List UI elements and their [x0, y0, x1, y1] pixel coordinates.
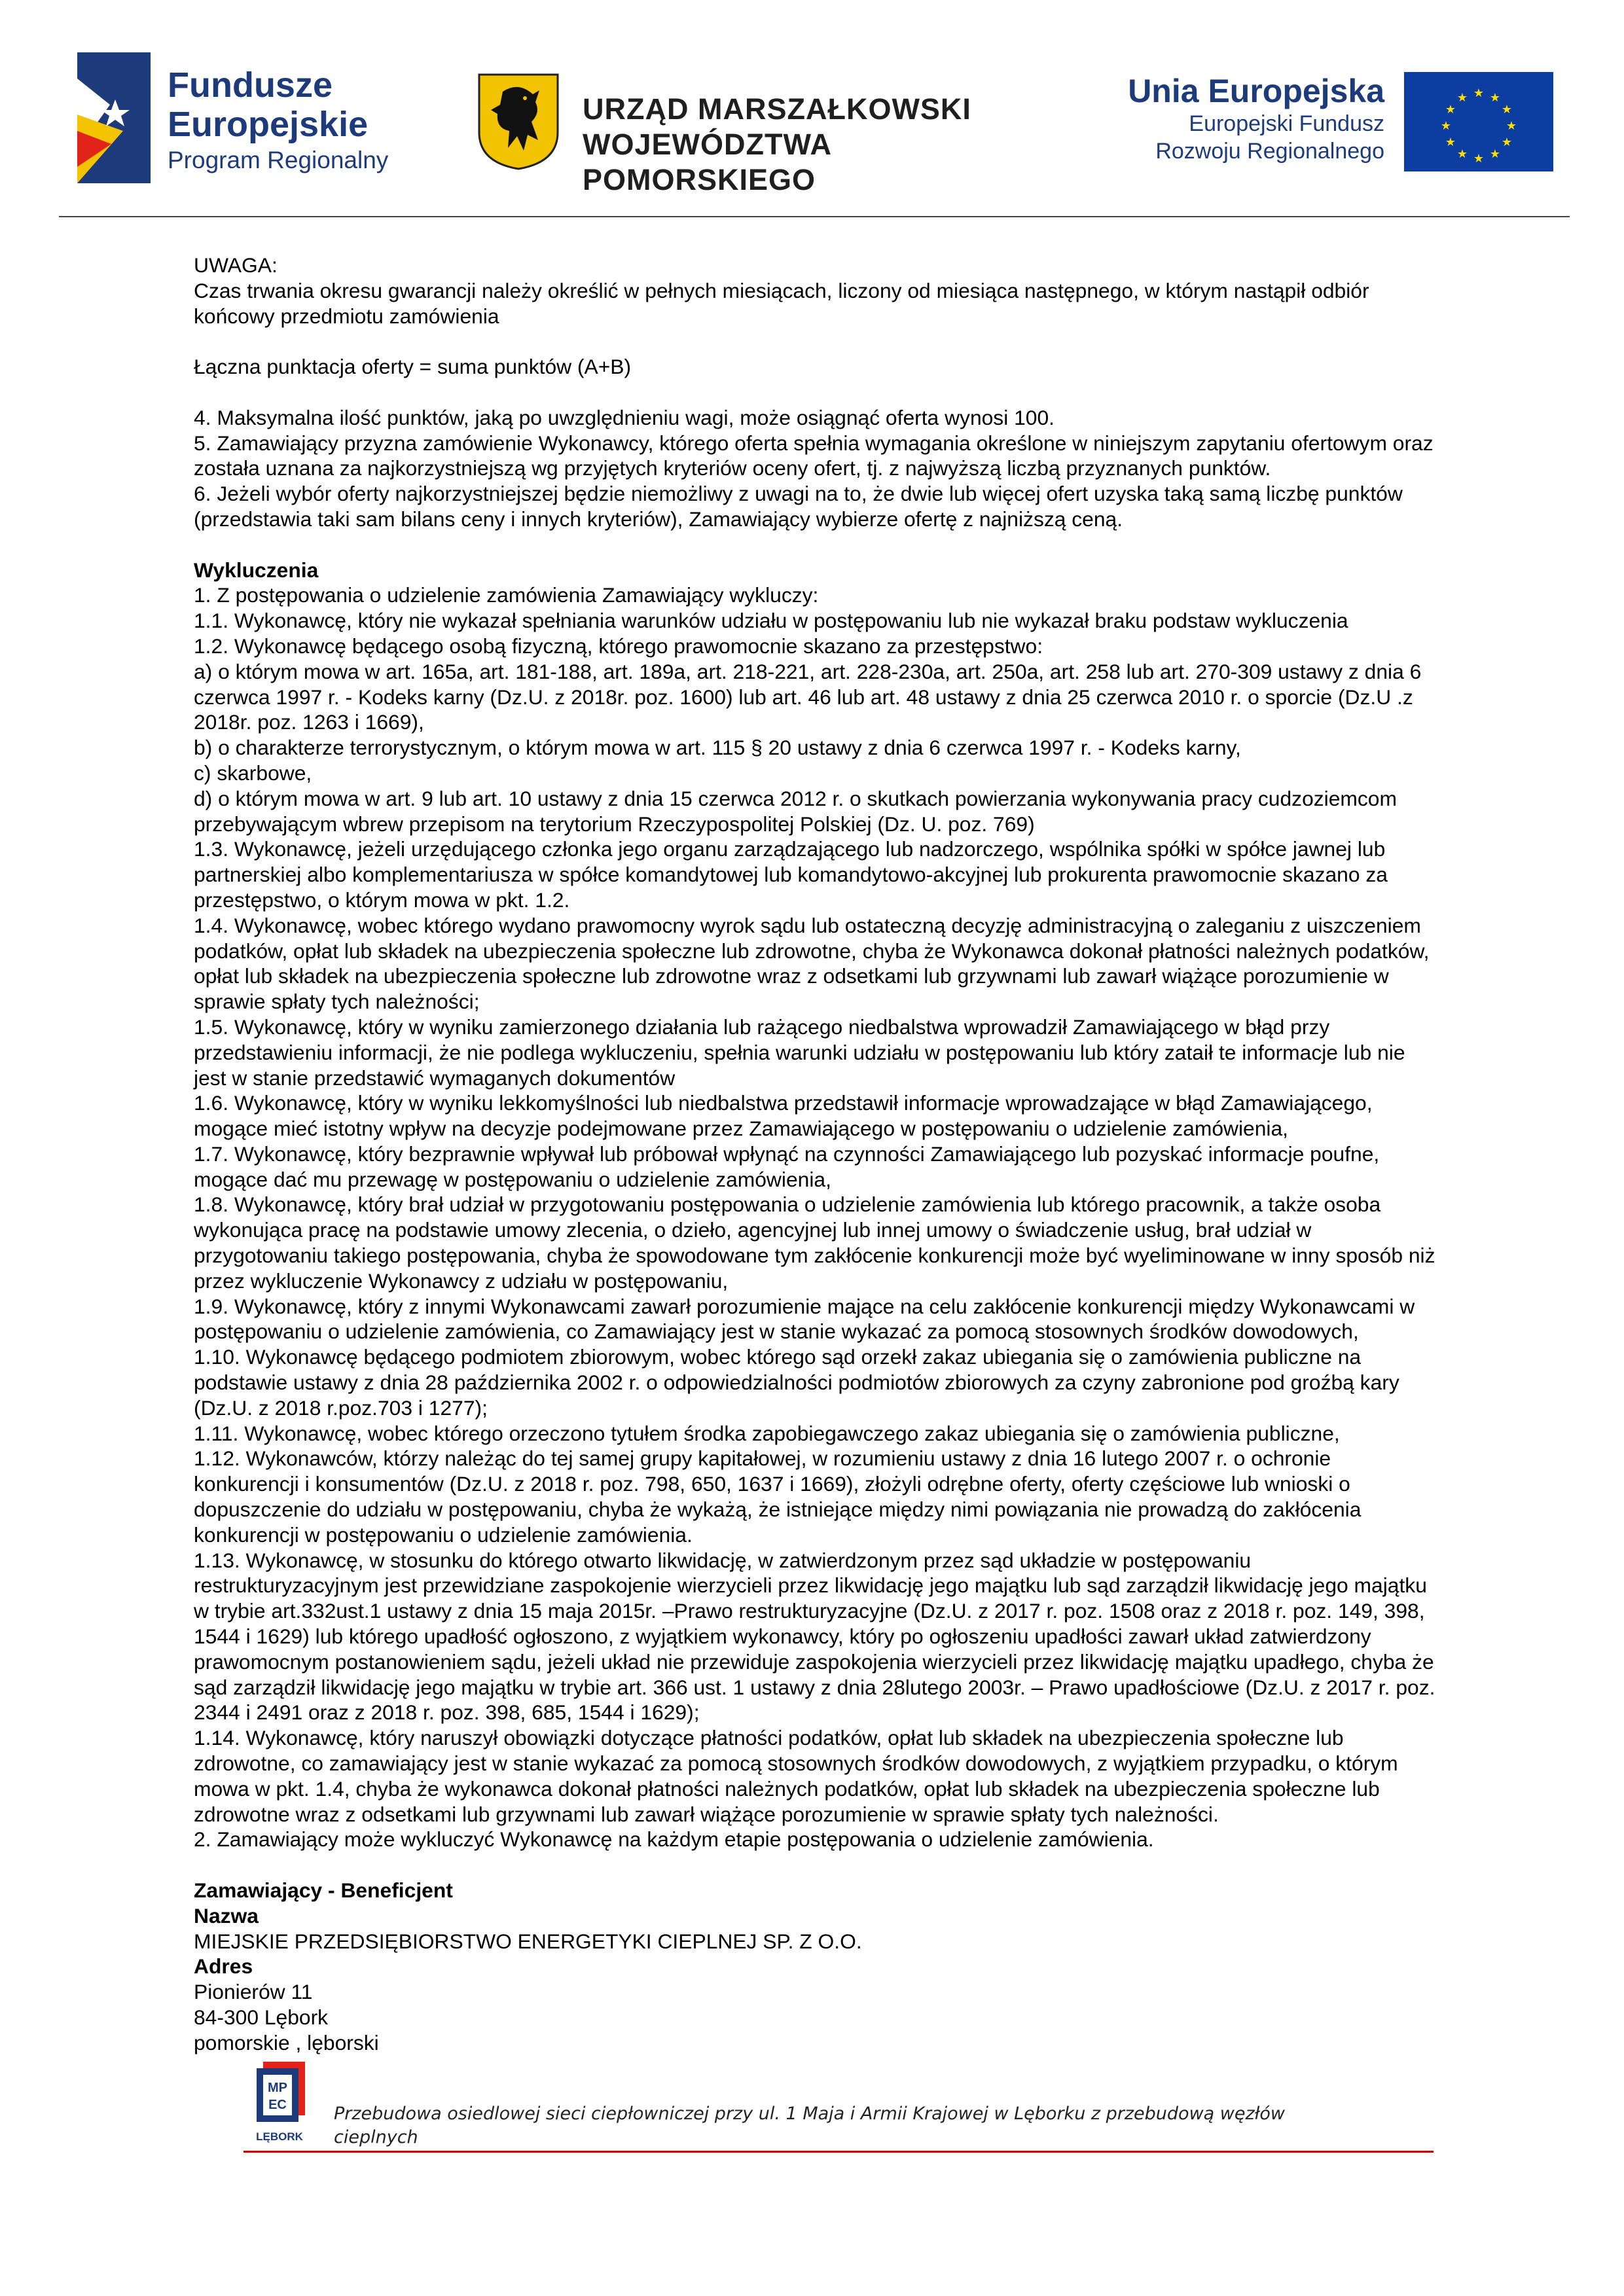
- name-value: MIEJSKIE PRZEDSIĘBIORSTWO ENERGETYKI CIEPLNEJ SP. Z O.O.: [194, 1929, 862, 1953]
- svg-text:★: ★: [1501, 135, 1513, 149]
- svg-text:★: ★: [1489, 147, 1501, 161]
- exclusion-line: restrukturyzacyjnym jest przewidziane zaspokojenie wierzycieli przez likwidację jego majątku lub sąd zarządził likwidację jego majątku: [194, 1573, 1427, 1598]
- address-line: pomorskie , lęborski: [194, 2030, 379, 2054]
- exclusion-line: 1.10. Wykonawcę będącego podmiotem zbiorowym, wobec którego sąd orzekł zakaz ubiegania się o zamówienia publiczne na: [194, 1345, 1362, 1369]
- mpec-logo-city: LĘBORK: [256, 2130, 303, 2143]
- point-4: 4. Maksymalna ilość punktów, jaką po uwzględnieniu wagi, może osiągnąć oferta wynosi 100.: [194, 405, 1055, 429]
- exclusion-line: przestępstwo, o którym mowa w pkt. 1.2.: [194, 888, 570, 912]
- svg-text:★: ★: [1456, 91, 1468, 105]
- fe-logo-line2: Europejskie: [168, 105, 369, 144]
- exclusion-line: jest w stanie przedstawić wymaganych dokumentów: [194, 1066, 676, 1090]
- svg-text:★: ★: [1445, 135, 1456, 149]
- exclusion-line: podstawie ustawy z dnia 28 października 2002 r. o odpowiedzialności podmiotów zbiorowych za czyny zabronione pod groźbą kary: [194, 1371, 1399, 1395]
- svg-text:★: ★: [1506, 119, 1517, 133]
- exclusion-line: 1.6. Wykonawcę, który w wyniku lekkomyślności lub niedbalstwa przedstawił informacje wprowadzające w błąd Zamawiającego,: [194, 1091, 1373, 1115]
- exclusion-line: zdrowotne, co zamawiający jest w stanie wykazać za pomocą stosownych środków dowodowych, z wyjątkiem przypadku, o którym: [194, 1751, 1398, 1776]
- exclusion-line: c) skarbowe,: [194, 761, 312, 785]
- exclusion-line: 2344 i 2491 oraz z 2018 r. poz. 398, 685, 1544 i 1629);: [194, 1700, 700, 1725]
- um-logo-line1: URZĄD MARSZAŁKOWSKI: [583, 92, 971, 126]
- exclusion-line: sprawie spłaty tych należności;: [194, 990, 480, 1014]
- exclusion-line: 1.2. Wykonawcę będącego osobą fizyczną, którego prawomocnie skazano za przestępstwo:: [194, 634, 1043, 658]
- exclusion-line: postępowaniu o udzielenie zamówienia, co Zamawiający jest w stanie wykazać za pomocą stosownych środków dowodowych,: [194, 1319, 1359, 1344]
- exclusion-line: podatków, opłat lub składek na ubezpieczenia społeczne lub zdrowotne, chyba że Wykonawca dokonał płatności należnych podatków,: [194, 939, 1430, 963]
- exclusion-line: 1.8. Wykonawcę, który brał udział w przygotowaniu postępowania o udzielenie zamówienia lub którego pracownik, a także osoba: [194, 1193, 1381, 1217]
- exclusion-line: 2018r. poz. 1263 i 1669),: [194, 710, 424, 734]
- svg-text:★: ★: [1501, 103, 1513, 117]
- total-score-formula: Łączna punktacja oferty = suma punktów (A+B): [194, 355, 632, 379]
- fundusze-europejskie-logo: [77, 52, 418, 183]
- exclusion-line: przygotowaniu takiego postępowania, chyba że spowodowane tym zakłócenie konkurencji może być wyeliminowane w inny sposób niż: [194, 1244, 1435, 1268]
- ue-logo-line3: Rozwoju Regionalnego: [1155, 139, 1384, 164]
- page-footer: [0, 2062, 1624, 2179]
- name-label: Nazwa: [194, 1903, 259, 1928]
- exclusion-line: 1.3. Wykonawcę, jeżeli urzędującego członka jego organu zarządzającego lub nadzorczego, wspólnika spółki w spółce jawnej lub: [194, 837, 1386, 861]
- spacer: [194, 380, 1464, 405]
- fe-logo-line3: Program Regionalny: [168, 147, 389, 173]
- exclusion-line: (Dz.U. z 2018 r.poz.703 i 1277);: [194, 1395, 488, 1420]
- svg-text:★: ★: [1440, 119, 1452, 133]
- address-label: Adres: [194, 1954, 253, 1979]
- uwaga-line: Czas trwania okresu gwarancji należy określić w pełnych miesiącach, liczony od miesiąca następnego, w którym nastąpił odbiór: [194, 278, 1369, 302]
- point-5-line: 5. Zamawiający przyzna zamówienie Wykonawcy, którego oferta spełnia wymagania określone w niniejszym zapytaniu ofertowym oraz: [194, 431, 1434, 455]
- uwaga-line: końcowy przedmiotu zamówienia: [194, 304, 499, 328]
- svg-text:★: ★: [1473, 152, 1485, 166]
- fe-logo-line1: Fundusze: [168, 65, 333, 105]
- exclusion-line: mogące mieć istotny wpływ na decyzje podejmowane przez Zamawiającego w postępowaniu o udzielenie zamówienia,: [194, 1117, 1288, 1141]
- spacer: [194, 532, 1464, 558]
- svg-text:★: ★: [1473, 86, 1485, 100]
- exclusion-line: w trybie art.332ust.1 ustawy z dnia 15 maja 2015r. –Prawo restrukturyzacyjne (Dz.U. z 2017 r. poz. 1508 oraz z 2018 r. poz. 149, 398,: [194, 1599, 1425, 1623]
- exclusion-line: 1.11. Wykonawcę, wobec którego orzeczono tytułem środka zapobiegawczego zakaz ubiegania się o zamówienia publiczne,: [194, 1421, 1340, 1445]
- wykluczenia-heading: Wykluczenia: [194, 558, 319, 582]
- spacer: [194, 1852, 1464, 1878]
- exclusion-line: przebywającym wbrew przepisom na terytorium Rzeczypospolitej Polskiej (Dz. U. poz. 769): [194, 812, 1035, 836]
- exclusion-line: b) o charakterze terrorystycznym, o którym mowa w art. 115 § 20 ustawy z dnia 6 czerwca 1997 r. - Kodeks karny,: [194, 736, 1241, 760]
- address-line: 84-300 Lębork: [194, 2005, 329, 2029]
- fe-flag-icon: [77, 52, 151, 183]
- eu-flag-icon: [1404, 72, 1553, 171]
- beneficiary-heading: Zamawiający - Beneficjent: [194, 1878, 453, 1902]
- exclusion-line: 1.12. Wykonawców, którzy należąc do tej samej grupy kapitałowej, w rozumieniu ustawy z dnia 16 lutego 2007 r. o ochronie: [194, 1446, 1331, 1471]
- exclusion-line: dopuszczenie do udziału w postępowaniu, chyba że wykażą, że istniejące między nimi powiązania nie prowadzą do zakłócenia: [194, 1498, 1362, 1522]
- document-body: [194, 253, 1464, 2056]
- exclusion-line: opłat lub składek na ubezpieczenia społeczne lub zdrowotne wraz z odsetkami lub grzywnami lub zawarł wiążące porozumienie w: [194, 964, 1389, 988]
- point-6-line: (przedstawia taki sam bilans ceny i innych kryteriów), Zamawiający wybierze ofertę z najniższą ceną.: [194, 507, 1123, 531]
- exclusion-line: przez wykluczenie Wykonawcy z udziału w postępowaniu,: [194, 1268, 729, 1293]
- exclusion-line: partnerskiej albo komplementariusza w spółce komandytowej lub komandytowo-akcyjnej lub prokurenta prawomocnie skazano za: [194, 863, 1388, 887]
- svg-text:★: ★: [1456, 147, 1468, 161]
- svg-text:★: ★: [1445, 103, 1456, 117]
- exclusion-line: zdrowotne wraz z odsetkami lub grzywnami lub zawarł wiążące porozumienie w sprawie spłaty tych należności.: [194, 1802, 1219, 1826]
- exclusion-line: mowa w pkt. 1.4, chyba że wykonawca dokonał płatności należnych podatków, opłat lub składek na ubezpieczenia społeczne lub: [194, 1776, 1380, 1801]
- um-logo-text: [583, 92, 1033, 198]
- exclusion-line: 1.4. Wykonawcę, wobec którego wydano prawomocny wyrok sądu lub ostateczną decyzję administracyjną o zaleganiu z uiszczeniem: [194, 913, 1421, 937]
- mpec-logo: [244, 2062, 316, 2147]
- exclusion-line: przedstawieniu informacji, że nie podlega wykluczeniu, spełnia warunki udziału w postępowaniu lub który zataił te informacje lub nie: [194, 1040, 1405, 1064]
- exclusion-line: 1544 i 1629) lub którego upadłość ogłoszono, z wyjątkiem wykonawcy, który po ogłoszeniu upadłości zawarł układ zatwierdzony: [194, 1624, 1371, 1649]
- exclusion-line: 1.13. Wykonawcę, w stosunku do którego otwarto likwidację, w zatwierdzonym przez sąd układzie w postępowaniu: [194, 1548, 1252, 1572]
- griffin-crest-icon: [477, 72, 560, 170]
- exclusion-line: mogące dać mu przewagę w postępowaniu o udzielenie zamówienia,: [194, 1167, 831, 1191]
- ue-logo-line1: Unia Europejska: [1128, 73, 1384, 109]
- exclusion-line: 1.14. Wykonawcę, który naruszył obowiązki dotyczące płatności podatków, opłat lub składek na ubezpieczenia społeczne lub: [194, 1726, 1344, 1750]
- ue-logo-text: [1123, 72, 1384, 165]
- exclusion-list: [194, 583, 1464, 1852]
- mpec-logo-top: MP: [268, 2081, 287, 2095]
- svg-text:★: ★: [1489, 91, 1501, 105]
- header-divider: [59, 216, 1570, 217]
- exclusion-line: 2. Zamawiający może wykluczyć Wykonawcę na każdym etapie postępowania o udzielenie zamówienia.: [194, 1827, 1154, 1852]
- ue-logo-line2: Europejski Fundusz: [1189, 111, 1384, 136]
- exclusion-line: konkurencji i konsumentów (Dz.U. z 2018 r. poz. 798, 650, 1637 i 1669), złożyli odrębne oferty, oferty częściowe lub wnioski o: [194, 1472, 1350, 1496]
- exclusion-line: sąd zarządził likwidację jego majątku w trybie art. 366 ust. 1 ustawy z dnia 28lutego 2003r. – Prawo upadłościowe (Dz.U. z 2017 r. poz.: [194, 1675, 1435, 1699]
- um-logo-line2: WOJEWÓDZTWA POMORSKIEGO: [583, 128, 831, 196]
- exclusion-line: prawomocnym postanowieniem sądu, jeżeli układ nie przewiduje zaspokojenia wierzycieli przez likwidację majątku upadłego, chyba że: [194, 1649, 1434, 1674]
- project-title-line: Przebudowa osiedlowej sieci ciepłowniczej przy ul. 1 Maja i Armii Krajowej w Lęborku z przebudową węzłów: [334, 2104, 1286, 2124]
- footer-divider: [244, 2151, 1434, 2153]
- exclusion-line: konkurencji w postępowaniu o udzielenie zamówienia.: [194, 1522, 693, 1547]
- fe-logo-text: [168, 65, 388, 177]
- exclusion-line: 1.1. Wykonawcę, który nie wykazał spełniania warunków udziału w postępowaniu lub nie wykazał braku podstaw wykluczenia: [194, 609, 1348, 633]
- exclusion-line: d) o którym mowa w art. 9 lub art. 10 ustawy z dnia 15 czerwca 2012 r. o skutkach powierzania wykonywania pracy cudzoziemcom: [194, 786, 1397, 810]
- address-line: Pionierów 11: [194, 1980, 313, 2004]
- page-header: [0, 0, 1624, 223]
- spacer: [194, 329, 1464, 354]
- exclusion-line: 1. Z postępowania o udzielenie zamówienia Zamawiający wykluczy:: [194, 583, 819, 607]
- exclusion-line: 1.9. Wykonawcę, który z innymi Wykonawcami zawarł porozumienie mające na celu zakłócenie konkurencji między Wykonawcami w: [194, 1294, 1415, 1318]
- uwaga-title: UWAGA:: [194, 253, 278, 277]
- point-5-line: została uznana za najkorzystniejszą wg przyjętych kryteriów oceny ofert, tj. z najwyższą liczbą przyznanych punktów.: [194, 456, 1271, 480]
- mpec-logo-mid: EC: [268, 2098, 287, 2112]
- exclusion-line: wykonująca pracę na podstawie umowy zlecenia, o dzieło, agencyjnej lub innej umowy o świadczenie usług, brał udział w: [194, 1218, 1312, 1242]
- point-6-line: 6. Jeżeli wybór oferty najkorzystniejszej będzie niemożliwy z uwagi na to, że dwie lub więcej ofert uzyska taką samą liczbę punktów: [194, 482, 1403, 506]
- exclusion-line: czerwca 1997 r. - Kodeks karny (Dz.U. z 2018r. poz. 1600) lub art. 46 lub art. 48 ustawy z dnia 25 czerwca 2010 r. o sporcie (Dz.U .z: [194, 685, 1413, 709]
- exclusion-line: a) o którym mowa w art. 165a, art. 181-188, art. 189a, art. 218-221, art. 228-230a, art. 250a, art. 258 lub art. 270-309 ustawy z dnia 6: [194, 659, 1422, 683]
- exclusion-line: 1.5. Wykonawcę, który w wyniku zamierzonego działania lub rażącego niedbalstwa wprowadził Zamawiającego w błąd przy: [194, 1014, 1330, 1039]
- project-title-line: cieplnych: [334, 2127, 418, 2147]
- unia-europejska-logo: [1123, 72, 1555, 177]
- project-title: [334, 2102, 1414, 2149]
- urzad-marszalkowski-logo: [477, 72, 1033, 196]
- exclusion-line: 1.7. Wykonawcę, który bezprawnie wpływał lub próbował wpłynąć na czynności Zamawiającego lub pozyskać informacje poufne,: [194, 1141, 1380, 1166]
